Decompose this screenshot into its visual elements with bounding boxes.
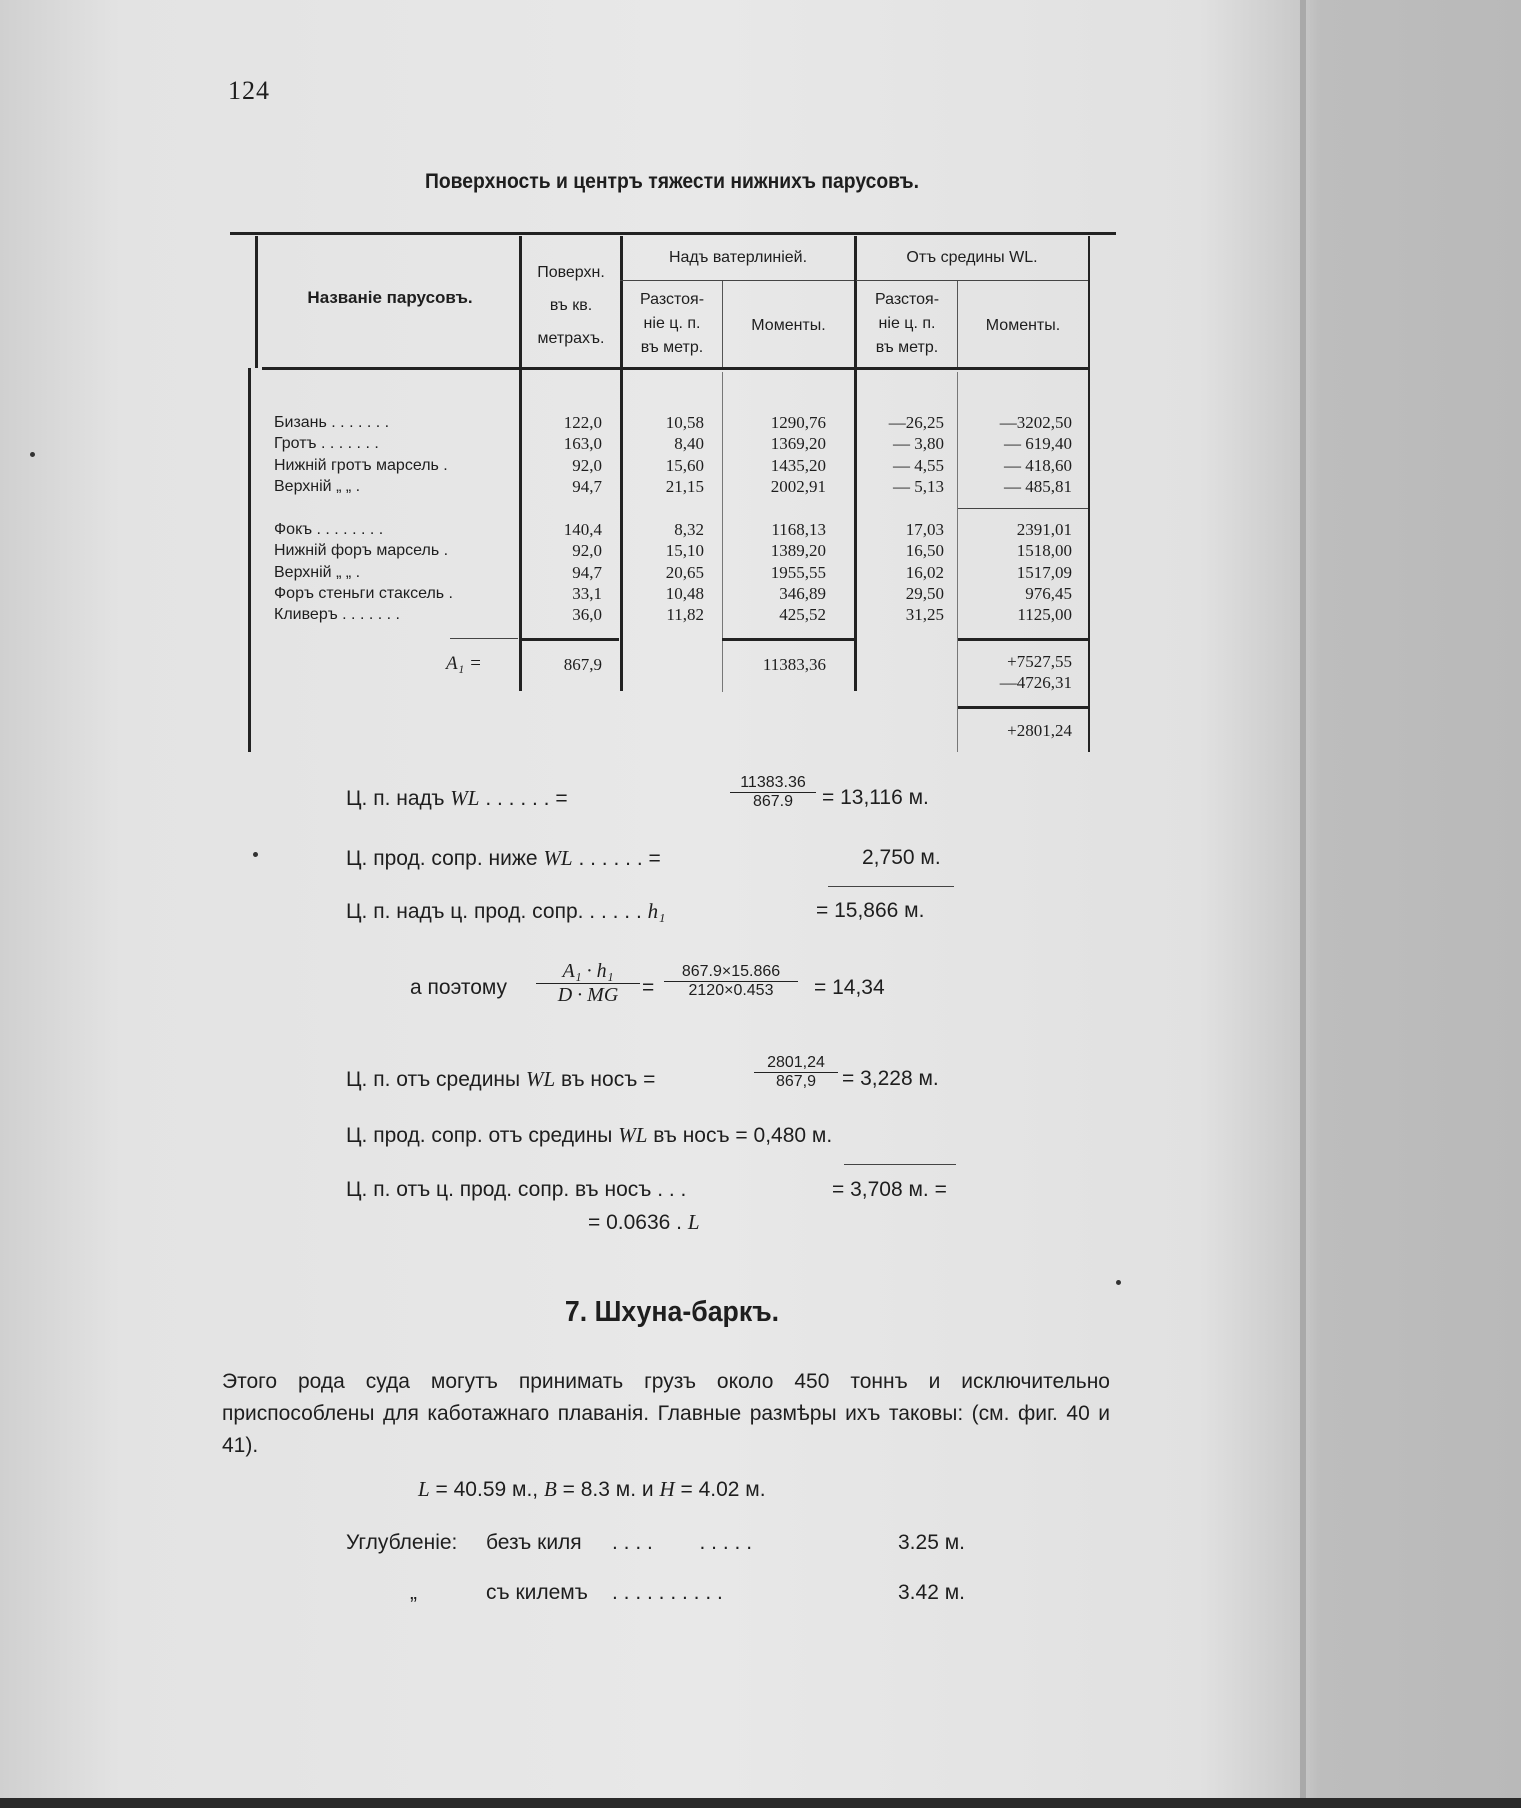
table-row: Нижній форъ марсель . [274,542,449,560]
total-mom-net: +2801,24 [1007,721,1072,740]
calc-line-5-result: = 3,228 м. [842,1067,939,1090]
group1-surface: 122,0 163,0 92,0 94,7 [563,413,602,496]
group2-dist-wl: 8,32 15,10 20,65 10,48 11,82 [665,520,704,625]
calc-line-1-result: = 13,116 м. [822,786,929,809]
section-title: 7. Шхуна-баркъ. [564,1296,780,1328]
total-surface: 867,9 [563,655,602,674]
table-row: Верхній „ „ . [274,477,361,495]
calc-line-5-fraction: $\frac{2801,24}{867,9}$ [754,1054,838,1091]
calc-line-7: Ц. п. отъ ц. прод. сопр. въ носъ . . . [346,1178,687,1201]
header-surface: Поверхн. въ кв. метрахъ. [537,264,605,347]
group2-dist-mid: 17,03 16,50 16,02 29,50 31,25 [905,520,944,625]
header-moments-mid: Моменты. [985,317,1061,334]
calc-line-8: = 0.0636 . L [588,1210,700,1234]
draft-with-keel: съ килемъ [486,1581,588,1604]
table-row: Кливеръ . . . . . . . [274,606,400,624]
calc-line-4-result: = 14,34 [814,976,885,999]
scan-speck [30,452,35,457]
header-moments-wl: Моменты. [751,317,826,334]
calc-line-1: Ц. п. надъ WL . . . . . . = [346,786,568,810]
header-distance-mid: Разстоя- ніе ц. п. въ метр. [874,291,940,356]
calc-line-7-result: = 3,708 м. = [832,1178,947,1201]
total-mom-neg: —4726,31 [999,673,1072,692]
draft-value-2: 3.42 м. [898,1581,965,1604]
scan-speck-2 [253,852,258,857]
group1-dist-wl: 10,58 8,40 15,60 21,15 [665,413,704,496]
total-label: A₁ = [446,653,482,674]
calc-line-2-result: 2,750 м. [862,846,941,869]
draft-dots-1: . . . . . . . . . [612,1531,753,1554]
header-name: Названіе парусовъ. [307,288,473,307]
body-paragraph: Этого рода суда могутъ принимать грузъ около 450 тоннъ и исключительно приспособлены для каботажнаго плаванія. Главные размѣры ихъ таковы: (см. фиг. 40 и 41). [222,1370,1110,1457]
draft-dots-2: . . . . . . . . . . [612,1581,723,1604]
header-distance-wl: Разстоя- ніе ц. п. въ метр. [639,291,705,356]
calc-line-4-fraction-2: $\frac{867.9\times 15.866}{2120\times 0.453}$ [664,963,798,1000]
table-row: Форъ стеньги стаксель . [274,584,453,602]
total-mom-pos: +7527,55 [1007,652,1072,671]
group1-mom-wl: 1290,76 1369,20 1435,20 2002,91 [770,413,826,496]
page-edge [1300,0,1306,1808]
draft-ditto: „ [410,1581,417,1604]
draft-without-keel: безъ киля [486,1531,582,1554]
header-above-wl: Надъ ватерлиніей. [668,249,808,266]
draft-label: Углубленіе: [346,1531,458,1554]
group2-mom-mid: 2391,01 1518,00 1517,09 976,45 1125,00 [1016,520,1072,625]
table-title: Поверхность и центръ тяжести нижнихъ парусовъ. [424,170,919,193]
draft-value-1: 3.25 м. [898,1531,965,1554]
table-row: Нижній гротъ марсель . [274,456,448,474]
calc-line-2: Ц. прод. сопр. ниже WL . . . . . . = [346,846,661,870]
page-number: 124 [228,76,270,105]
table-row: Бизань . . . . . . . [274,414,390,431]
group2-mom-wl: 1168,13 1389,20 1955,55 346,89 425,52 [770,520,826,625]
table-row: Фокъ . . . . . . . . [274,521,384,538]
calc-line-4-fraction: $\frac{\text{A₁ · h₁}}{D \cdot MG}$ [536,960,640,1007]
group2-names [274,519,453,625]
calc-line-3-result: = 15,866 м. [816,899,925,922]
calc-line-1-fraction: $\frac{11383.36}{867.9}$ [730,774,816,811]
group1-dist-mid: —26,25 — 3,80 — 4,55 — 5,13 [888,413,944,496]
calc-line-3: Ц. п. надъ ц. прод. сопр. . . . . . h₁ [346,899,666,923]
calc-line-4-eq: = [642,976,655,999]
calc-line-6: Ц. прод. сопр. отъ средины WL въ носъ = 0,480 м. [346,1123,833,1147]
sum-rule-2 [844,1164,956,1165]
main-dimensions: L = 40.59 м., B = 8.3 м. и H = 4.02 м. [418,1477,766,1501]
sum-rule [828,886,954,887]
group1-mom-mid: —3202,50 — 619,40 — 418,60 — 485,81 [999,413,1072,496]
calc-line-5: Ц. п. отъ средины WL въ носъ = [346,1067,656,1091]
scan-speck-3 [1116,1280,1121,1285]
group1-names [274,412,448,497]
total-mom-wl: 11383,36 [762,655,826,674]
header-from-mid: Отъ средины WL. [906,249,1038,266]
table-row: Гротъ . . . . . . . [274,435,379,453]
calc-line-4: а поэтому [410,976,508,999]
table-row: Верхній „ „ . [274,563,361,581]
group2-surface: 140,4 92,0 94,7 33,1 36,0 [563,520,602,625]
